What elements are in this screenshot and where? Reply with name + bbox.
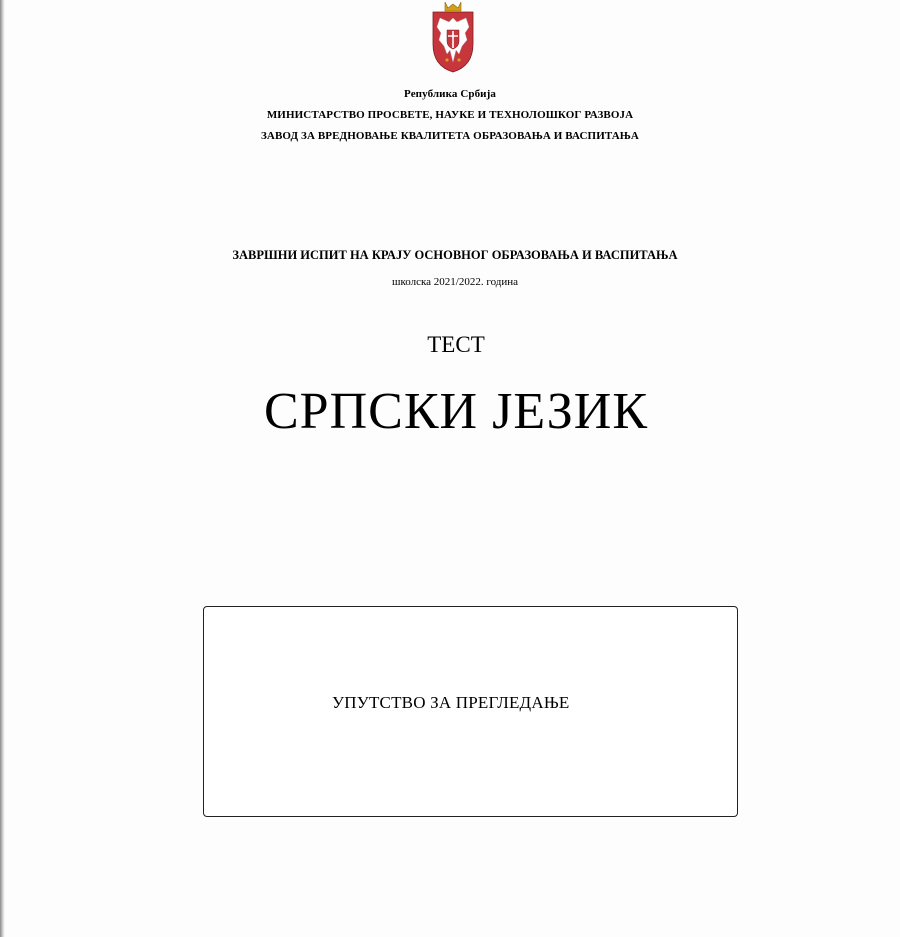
ministry-heading: МИНИСТАРСТВО ПРОСВЕТЕ, НАУКЕ И ТЕХНОЛОШКОГ РАЗВОЈА [266,109,634,121]
serbia-coat-of-arms-icon [430,0,476,74]
instructions-box [203,606,738,817]
republic-heading: Република Србија [404,88,496,100]
school-year: школска 2021/2022. година [391,276,519,288]
subject-title: СРПСКИ ЈЕЗИК [264,383,648,440]
instructions-label: УПУТСТВО ЗА ПРЕГЛЕДАЊЕ [332,693,570,712]
exam-title: ЗАВРШНИ ИСПИТ НА КРАЈУ ОСНОВНОГ ОБРАЗОВАЊА И ВАСПИТАЊА [232,248,678,262]
institute-heading: ЗАВОД ЗА ВРЕДНОВАЊЕ КВАЛИТЕТА ОБРАЗОВАЊА И ВАСПИТАЊА [261,130,639,142]
test-label: ТЕСТ [427,332,485,357]
